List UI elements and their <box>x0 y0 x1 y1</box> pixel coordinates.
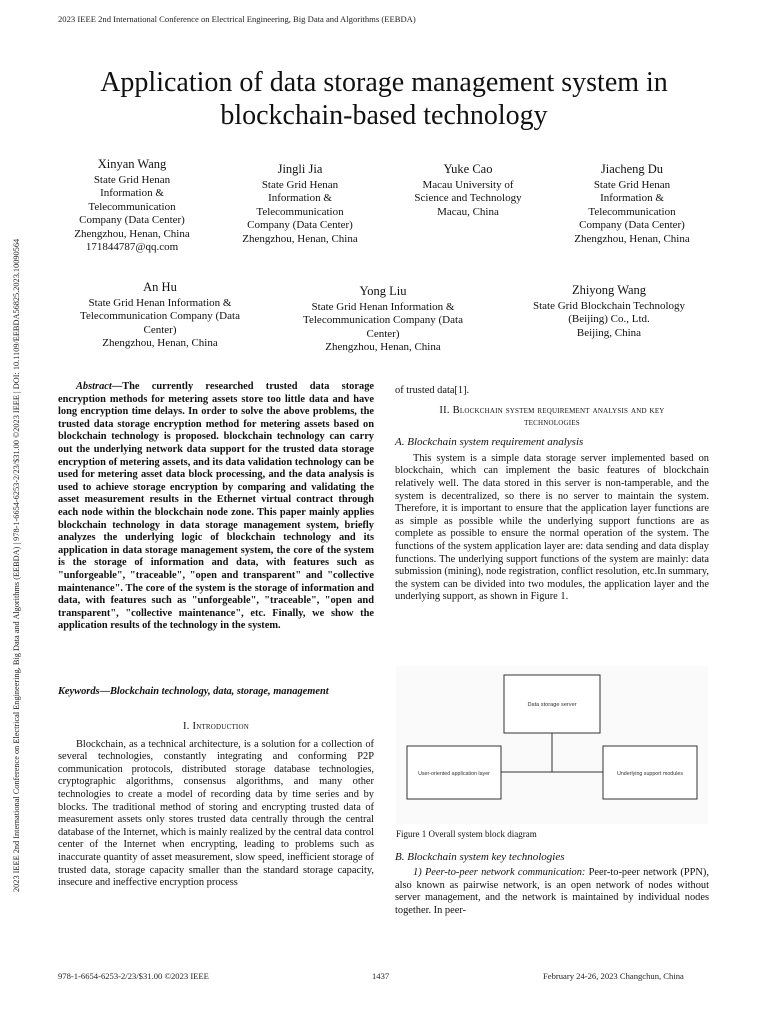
affiliation-line: Telecommunication <box>256 205 344 218</box>
affiliation-line: State Grid Henan Information & <box>311 301 455 313</box>
affiliation-line: (Beijing) Co., Ltd. <box>568 313 650 326</box>
affiliation-line: Company (Data Center) <box>579 219 685 232</box>
author-name: Jingli Jia <box>277 162 323 176</box>
affiliation-line: Beijing, China <box>576 326 642 339</box>
right-column-upper <box>395 385 709 604</box>
title-line-1: Application of data storage management system in <box>100 67 668 98</box>
author-block-yong-liu <box>280 283 486 355</box>
conference-header: 2023 IEEE 2nd International Conference on Electrical Engineering, Big Data and Algorithms (EEBDA) <box>58 14 416 24</box>
subsection-a-text: This system is a simple data storage server implemented based on blockchain, which can implement the basic features of blockchain relatively well. The data stored in this server is non-tamperable, and the system is decentralized, so there is no server to maintain the system. Therefore, it is important to ensure that the application layer functions are as simple as possible while the underlying support functions are as complete as possible to ensure the normal operation of the system. The functions of the system application layer are: data sending and data display functions. The underlying support functions of the system are mainly: data submission (mining), node registration, conflict resolution, etc.In summary, the system can be divided into two modules, the application layer and the underlying support, as shown in Figure 1. <box>395 452 709 603</box>
affiliation-line: Company (Data Center) <box>79 214 185 227</box>
affiliation-line: Science and Technology <box>414 192 522 205</box>
subsection-b-text <box>395 867 709 917</box>
footer-isbn: 978-1-6654-6253-2/23/$31.00 ©2023 IEEE <box>58 971 209 981</box>
affiliation-line: Information & <box>100 187 164 200</box>
affiliation-line: Zhengzhou, Henan, China <box>325 341 441 354</box>
author-name: Zhiyong Wang <box>571 283 647 297</box>
affiliation-line: Information & <box>268 192 332 205</box>
system-block-diagram <box>396 666 708 824</box>
figure-1-caption: Figure 1 Overall system block diagram <box>396 829 537 839</box>
affiliation-line: Company (Data Center) <box>247 219 353 232</box>
keywords: Keywords—Blockchain technology, data, storage, management <box>58 686 329 697</box>
application-layer-label: User-oriented application layer <box>418 771 490 777</box>
introduction-text: Blockchain, as a technical architecture, is a solution for a collection of several technologies, constantly integrating and conforming P2P communication protocols, distributed storage database technologies, cryptographic algorithms, consensus algorithms, and many other technologies to create a model of recording data by time series and by blocks. The traditional method of storing and encrypting trusted data of measurement assets only stores trusted data centrally through the central database of the Internet, which is mainly realized by the central data control center of the Internet when encrypting, leading to problems such as inaccurate quantity of asset measurement, slow speed, inefficient storage of trusted data, storage capacity smaller than the standard storage capacity, insecure and ineffective encryption process <box>58 738 374 889</box>
introduction-section <box>58 721 374 890</box>
peer-to-peer-text: Peer-to-peer network (PPN), also known as pairwise network, is an open network of nodes without server management, and the network is maintained by individual nodes together. In peer- <box>395 867 709 916</box>
support-modules-label: Underlying support modules <box>617 771 683 777</box>
author-name: Yong Liu <box>359 284 407 298</box>
subsection-a-heading: A. Blockchain system requirement analysis <box>395 435 584 448</box>
affiliation-line: Information & <box>600 192 664 205</box>
affiliation-line: State Grid Blockchain Technology <box>532 300 686 312</box>
author-name: Jiacheng Du <box>600 162 664 176</box>
peer-to-peer-item-heading: 1) Peer-to-peer network communication: <box>413 867 586 878</box>
title-line-2: blockchain-based technology <box>220 100 548 131</box>
author-block-jingli-jia <box>224 161 376 246</box>
affiliation-line: Telecommunication <box>88 200 176 213</box>
data-storage-server-label: Data storage server <box>527 702 577 708</box>
abstract-lead: Abstract <box>76 381 112 392</box>
author-block-xinyan-wang <box>56 156 208 254</box>
figure-1 <box>396 666 708 824</box>
author-email: 171844787@qq.com <box>85 241 179 254</box>
page-number: 1437 <box>372 971 390 981</box>
author-name: Xinyan Wang <box>97 157 167 171</box>
author-name: Yuke Cao <box>443 162 493 176</box>
author-name: An Hu <box>143 280 177 294</box>
right-column-lower <box>395 851 709 917</box>
section-2-heading-line: II. Blockchain system requirement analysis and key <box>439 404 665 416</box>
abstract <box>58 381 374 633</box>
affiliation-line: Telecommunication Company (Data <box>303 314 463 327</box>
affiliation-line: Macau, China <box>437 205 499 218</box>
introduction-heading: I. Introduction <box>183 721 249 732</box>
section-2-heading <box>395 405 709 430</box>
abstract-text: —The currently researched trusted data storage encryption methods for metering assets store too little data and have long encryption time delays. In order to solve the above problems, the trusted data storage encryption method for metering assets based on blockchain technology is proposed. blockchain technology can carry out the underlying network data support for the trusted data storage encryption of metering assets, and its data validation technology can be used for metering asset data block processing, and the data analysis is used to achieve storage encryption by comparing and validating the asset measurement results in the Ethernet virtual contract through each node within the blockchain node zone. This paper mainly applies blockchain technology in data storage management system, briefly analyzes the underlying logic of blockchain technology and its application in data storage management system, the core of the system is the storage of information and data, with features such as "unforgeable", "traceable", "open and transparent" and "collective maintenance". The core of the system is the storage of information and data, with features such as "unforgeable", "traceable", "open and transparent", "collective maintenance", etc. Finally, we show the application results of the technology in the system. <box>58 381 374 632</box>
affiliation-line: State Grid Henan <box>261 179 339 191</box>
affiliation-line: Zhengzhou, Henan, China <box>242 232 358 245</box>
affiliation-line: Zhengzhou, Henan, China <box>74 227 190 240</box>
affiliation-line: Telecommunication Company (Data <box>80 310 240 323</box>
affiliation-line: State Grid Henan Information & <box>88 297 232 309</box>
doi-side-strip: 2023 IEEE 2nd International Conference on Electrical Engineering, Big Data and Algorithms (EEBDA) | 978-1-6654-6253-2/23/$31.00 ©2023 IEEE | DOI: 10.1109/EEBDA56825.2023.10090564 <box>12 238 21 892</box>
author-block-yuke-cao <box>392 161 544 219</box>
affiliation-line: State Grid Henan <box>93 174 171 186</box>
author-block-jiacheng-du <box>556 161 708 246</box>
affiliation-line: Macau University of <box>422 179 514 191</box>
carryover-text: of trusted data[1]. <box>395 385 470 396</box>
affiliation-line: Zhengzhou, Henan, China <box>574 232 690 245</box>
affiliation-line: Center) <box>143 323 177 336</box>
footer-date-location: February 24-26, 2023 Changchun, China <box>543 971 684 981</box>
paper-title <box>40 66 728 132</box>
author-block-an-hu <box>58 279 262 351</box>
affiliation-line: State Grid Henan <box>593 179 671 191</box>
affiliation-line: Telecommunication <box>588 205 676 218</box>
affiliation-line: Zhengzhou, Henan, China <box>102 337 218 350</box>
section-2-heading-line: technologies <box>524 417 580 429</box>
affiliation-line: Center) <box>366 327 400 340</box>
author-block-zhiyong-wang <box>508 282 710 340</box>
subsection-b-heading: B. Blockchain system key technologies <box>395 851 565 863</box>
